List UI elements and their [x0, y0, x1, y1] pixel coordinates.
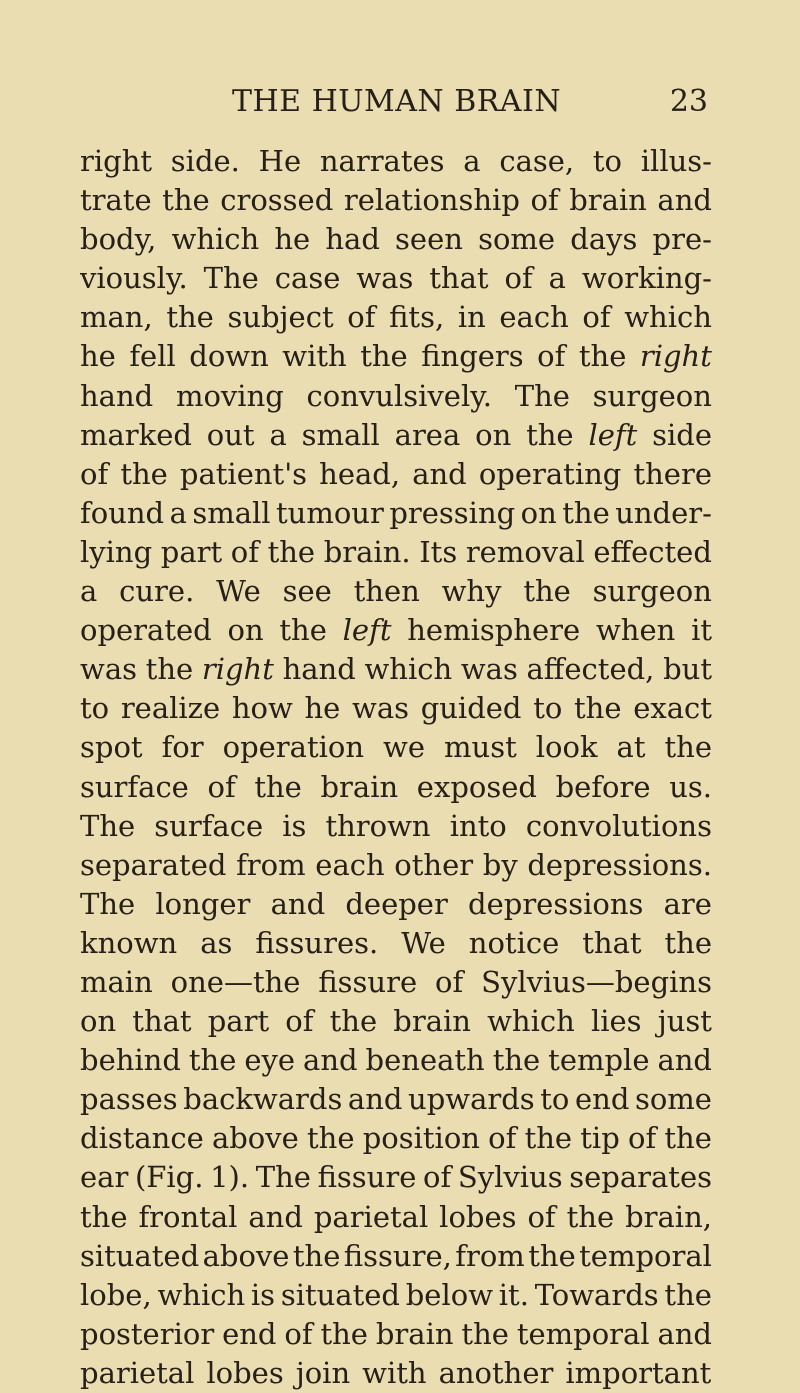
text-line	[80, 1198, 712, 1237]
word: which	[157, 1277, 246, 1312]
word: one—the	[170, 964, 301, 999]
word: and	[657, 183, 712, 218]
word: brain,	[625, 1199, 712, 1234]
word: above	[211, 1121, 299, 1156]
word: hand	[80, 378, 154, 413]
word: above	[202, 1238, 290, 1273]
text-line	[80, 1041, 712, 1080]
word: Sylvius—begins	[481, 964, 712, 999]
word: of	[435, 964, 464, 999]
running-title: THE HUMAN BRAIN	[232, 84, 562, 119]
text-line	[80, 768, 712, 807]
word: by	[482, 847, 518, 882]
word: of	[230, 534, 259, 569]
word: of	[347, 300, 376, 335]
text-line	[80, 181, 712, 220]
word: the	[360, 339, 408, 374]
word: of	[504, 261, 533, 296]
word: the	[526, 417, 574, 452]
word: are	[663, 886, 712, 921]
word: some	[634, 1082, 712, 1117]
word: position	[362, 1121, 480, 1156]
word: lies	[590, 1004, 642, 1039]
word: fissures.	[255, 925, 379, 960]
word: depressions.	[527, 847, 712, 882]
word: seen	[395, 222, 463, 257]
word: the	[664, 1277, 712, 1312]
word: known	[80, 925, 178, 960]
word: brain	[569, 183, 647, 218]
word: The	[514, 378, 570, 413]
word: with	[282, 339, 347, 374]
word: just	[657, 1004, 712, 1039]
word: see	[282, 574, 332, 609]
word: from	[455, 1238, 525, 1273]
word: in	[457, 300, 486, 335]
word: small	[192, 495, 271, 530]
word: working-	[581, 261, 712, 296]
word: upwards	[408, 1082, 535, 1117]
word: of	[530, 183, 559, 218]
word: area	[394, 417, 461, 452]
word: viously.	[80, 261, 188, 296]
word: on	[227, 613, 264, 648]
word: a	[548, 261, 566, 296]
word: was	[80, 652, 137, 687]
word: hemisphere	[407, 613, 581, 648]
word: beneath	[365, 1043, 485, 1078]
word: head,	[319, 456, 401, 491]
word: longer	[155, 886, 251, 921]
word: end	[222, 1316, 277, 1351]
text-line	[80, 1080, 712, 1119]
word: ear	[80, 1160, 129, 1195]
word: of	[627, 1121, 657, 1156]
word: it.	[498, 1277, 529, 1312]
text-line	[80, 1119, 712, 1158]
word: passes	[80, 1082, 178, 1117]
word: had	[325, 222, 380, 257]
text-line	[80, 1315, 712, 1354]
running-head	[0, 84, 800, 124]
word: guided	[420, 691, 522, 726]
word: parietal	[80, 1355, 195, 1390]
word: the	[562, 495, 610, 530]
word: the	[524, 1121, 573, 1156]
word: the	[162, 183, 210, 218]
word: there	[633, 456, 712, 491]
word: separated	[80, 847, 227, 882]
word: hand	[282, 652, 356, 687]
word: which	[624, 300, 712, 335]
word: the	[166, 300, 214, 335]
word: the	[574, 691, 622, 726]
word: trate	[80, 183, 152, 218]
word: each	[499, 300, 569, 335]
word: We	[216, 574, 261, 609]
word: temporal	[516, 1316, 650, 1351]
text-line	[80, 1354, 712, 1393]
word: patient's	[179, 456, 308, 491]
italic-word: left	[342, 613, 392, 648]
word: is	[282, 808, 307, 843]
word: We	[401, 925, 446, 960]
word: lobes	[439, 1199, 517, 1234]
word: surface	[154, 808, 264, 843]
word: brain.	[323, 534, 411, 569]
word: eye	[244, 1043, 296, 1078]
word: he	[274, 222, 311, 257]
word: at	[616, 730, 646, 765]
word: look	[535, 730, 598, 765]
word: join	[295, 1355, 351, 1390]
word: a	[463, 144, 481, 178]
italic-word: right	[201, 652, 274, 687]
word: that	[582, 925, 642, 960]
word: some	[478, 222, 556, 257]
word: posterior	[80, 1316, 215, 1351]
word: fell	[129, 339, 176, 374]
word: right	[80, 144, 153, 178]
word: fissure	[317, 1160, 417, 1195]
word: to	[80, 691, 110, 726]
word: the	[279, 613, 327, 648]
word: subject	[227, 300, 334, 335]
word: end	[574, 1082, 630, 1117]
word: he	[80, 339, 116, 374]
word: on	[520, 495, 557, 530]
word: depressions	[468, 886, 644, 921]
word: lobe,	[80, 1277, 152, 1312]
word: the	[292, 1238, 341, 1273]
word: we	[383, 730, 426, 765]
word: surgeon	[592, 378, 712, 413]
word: Sylvius	[457, 1160, 563, 1195]
word: crossed	[220, 183, 334, 218]
word: lying	[80, 534, 153, 569]
text-line	[80, 572, 712, 611]
word: why	[441, 574, 502, 609]
word: exact	[633, 691, 712, 726]
text-line	[80, 142, 712, 181]
word: separates	[569, 1160, 712, 1195]
word: was	[356, 261, 414, 296]
word: of	[527, 1199, 556, 1234]
word: on	[80, 1004, 117, 1039]
word: the	[329, 1004, 378, 1039]
word: below	[405, 1277, 494, 1312]
word: the	[664, 925, 712, 960]
word: behind	[80, 1043, 181, 1078]
word: then	[353, 574, 420, 609]
word: on	[475, 417, 512, 452]
word: that	[132, 1004, 192, 1039]
word: fingers	[421, 339, 524, 374]
text-line	[80, 455, 712, 494]
word: the	[528, 1238, 576, 1273]
word: removal	[465, 534, 585, 569]
word: another	[438, 1355, 554, 1390]
word: relationship	[343, 183, 520, 218]
word: brain	[393, 1004, 471, 1039]
word: convulsively.	[306, 378, 492, 413]
word: cure.	[119, 574, 195, 609]
word: the	[188, 1043, 237, 1078]
word: fissure,	[343, 1238, 452, 1273]
word: the	[492, 1043, 541, 1078]
word: to	[533, 691, 563, 726]
word: situated	[280, 1277, 400, 1312]
word: that	[429, 261, 489, 296]
word: the	[578, 339, 627, 374]
word: tumour	[276, 495, 384, 530]
word: He	[258, 144, 302, 178]
word: part	[160, 534, 223, 569]
word: the	[254, 769, 302, 804]
word: (Fig.	[134, 1160, 204, 1195]
word: the	[461, 1316, 509, 1351]
word: the	[664, 730, 712, 765]
word: is	[250, 1277, 276, 1312]
word: pre-	[652, 222, 712, 257]
word: important	[565, 1355, 712, 1390]
word: man,	[80, 300, 153, 335]
word: of	[423, 1160, 452, 1195]
word: to	[592, 144, 623, 178]
word: out	[206, 417, 255, 452]
text-line	[80, 259, 712, 298]
word: to	[540, 1082, 570, 1117]
word: small	[301, 417, 380, 452]
word: was	[460, 652, 518, 687]
word: The	[80, 808, 136, 843]
word: lobes	[206, 1355, 284, 1390]
word: The	[255, 1160, 311, 1195]
word: of	[80, 456, 109, 491]
word: which	[364, 652, 453, 687]
word: and	[270, 886, 326, 921]
word: before	[555, 769, 651, 804]
word: Towards	[534, 1277, 659, 1312]
word: body,	[80, 222, 157, 257]
word: under-	[615, 495, 712, 530]
word: for	[161, 730, 204, 765]
text-line	[80, 494, 712, 533]
word: he	[304, 691, 341, 726]
word: convolutions	[525, 808, 712, 843]
text-line	[80, 963, 712, 1002]
word: how	[231, 691, 293, 726]
word: and	[657, 1043, 712, 1078]
text-line	[80, 416, 712, 455]
word: the	[320, 1316, 368, 1351]
text-line	[80, 807, 712, 846]
word: effected	[593, 534, 712, 569]
word: which	[487, 1004, 575, 1039]
text-line	[80, 611, 712, 650]
word: surgeon	[592, 574, 712, 609]
word: it	[691, 613, 712, 648]
word: case	[274, 261, 341, 296]
word: affected,	[526, 652, 655, 687]
italic-word: left	[588, 417, 638, 452]
word: The	[203, 261, 259, 296]
word: temple	[548, 1043, 650, 1078]
word: parietal	[313, 1199, 429, 1234]
text-line	[80, 1276, 712, 1315]
word: other	[394, 847, 474, 882]
word: from	[236, 847, 306, 882]
word: the	[120, 456, 168, 491]
text-line	[80, 846, 712, 885]
word: of	[488, 1121, 517, 1156]
word: side.	[170, 144, 240, 178]
word: exposed	[416, 769, 537, 804]
word: must	[444, 730, 517, 765]
word: fits,	[389, 300, 445, 335]
word: and	[303, 1043, 358, 1078]
word: spot	[80, 730, 143, 765]
word: into	[449, 808, 507, 843]
word: days	[570, 222, 638, 257]
word: the	[523, 574, 571, 609]
text-line	[80, 1237, 712, 1276]
word: the	[267, 534, 316, 569]
word: backwards	[183, 1082, 343, 1117]
word: situated	[80, 1238, 200, 1273]
word: realize	[120, 691, 221, 726]
word: tip	[580, 1121, 620, 1156]
word: surface	[80, 769, 189, 804]
word: the	[145, 652, 194, 687]
word: each	[315, 847, 385, 882]
word: the	[80, 1199, 128, 1234]
word: when	[595, 613, 676, 648]
word: brain	[320, 769, 399, 804]
word: part	[207, 1004, 270, 1039]
text-line	[80, 650, 712, 689]
text-line	[80, 337, 712, 376]
word: us.	[669, 769, 712, 804]
word: a	[80, 574, 98, 609]
word: a	[169, 495, 187, 530]
word: of	[537, 339, 566, 374]
word: with	[362, 1355, 427, 1390]
word: operating	[478, 456, 622, 491]
text-line	[80, 1002, 712, 1041]
word: illus-	[640, 144, 712, 178]
word: and	[248, 1199, 303, 1234]
word: frontal	[138, 1199, 238, 1234]
text-line	[80, 1158, 712, 1197]
word: found	[80, 495, 165, 530]
word: was	[352, 691, 409, 726]
word: moving	[175, 378, 284, 413]
word: down	[189, 339, 269, 374]
word: marked	[80, 417, 192, 452]
word: which	[171, 222, 260, 257]
text-line	[80, 728, 712, 767]
word: and	[657, 1316, 712, 1351]
italic-word: right	[639, 339, 712, 374]
word: of	[207, 769, 236, 804]
word: deeper	[345, 886, 448, 921]
word: temporal	[579, 1238, 712, 1273]
word: of	[582, 300, 611, 335]
word: notice	[468, 925, 560, 960]
page-number: 23	[669, 84, 708, 119]
word: as	[200, 925, 233, 960]
word: the	[307, 1121, 355, 1156]
text-line	[80, 924, 712, 963]
text-line	[80, 298, 712, 337]
text-line	[80, 885, 712, 924]
body-text	[80, 142, 712, 1393]
text-line	[80, 533, 712, 572]
word: main	[80, 964, 153, 999]
word: the	[566, 1199, 615, 1234]
word: narrates	[319, 144, 445, 178]
word: and	[347, 1082, 403, 1117]
word: a	[269, 417, 287, 452]
word: and	[412, 456, 467, 491]
word: of	[285, 1004, 314, 1039]
word: of	[284, 1316, 313, 1351]
word: side	[652, 417, 712, 452]
word: fissure	[318, 964, 418, 999]
word: but	[663, 652, 712, 687]
text-line	[80, 220, 712, 259]
word: operation	[222, 730, 365, 765]
word: pressing	[389, 495, 516, 530]
word: the	[664, 1121, 712, 1156]
text-line	[80, 377, 712, 416]
word: Its	[419, 534, 458, 569]
word: distance	[80, 1121, 204, 1156]
word: case,	[499, 144, 575, 178]
word: thrown	[325, 808, 431, 843]
word: operated	[80, 613, 212, 648]
word: The	[80, 886, 136, 921]
text-line	[80, 689, 712, 728]
word: brain	[375, 1316, 454, 1351]
word: 1).	[210, 1160, 250, 1195]
